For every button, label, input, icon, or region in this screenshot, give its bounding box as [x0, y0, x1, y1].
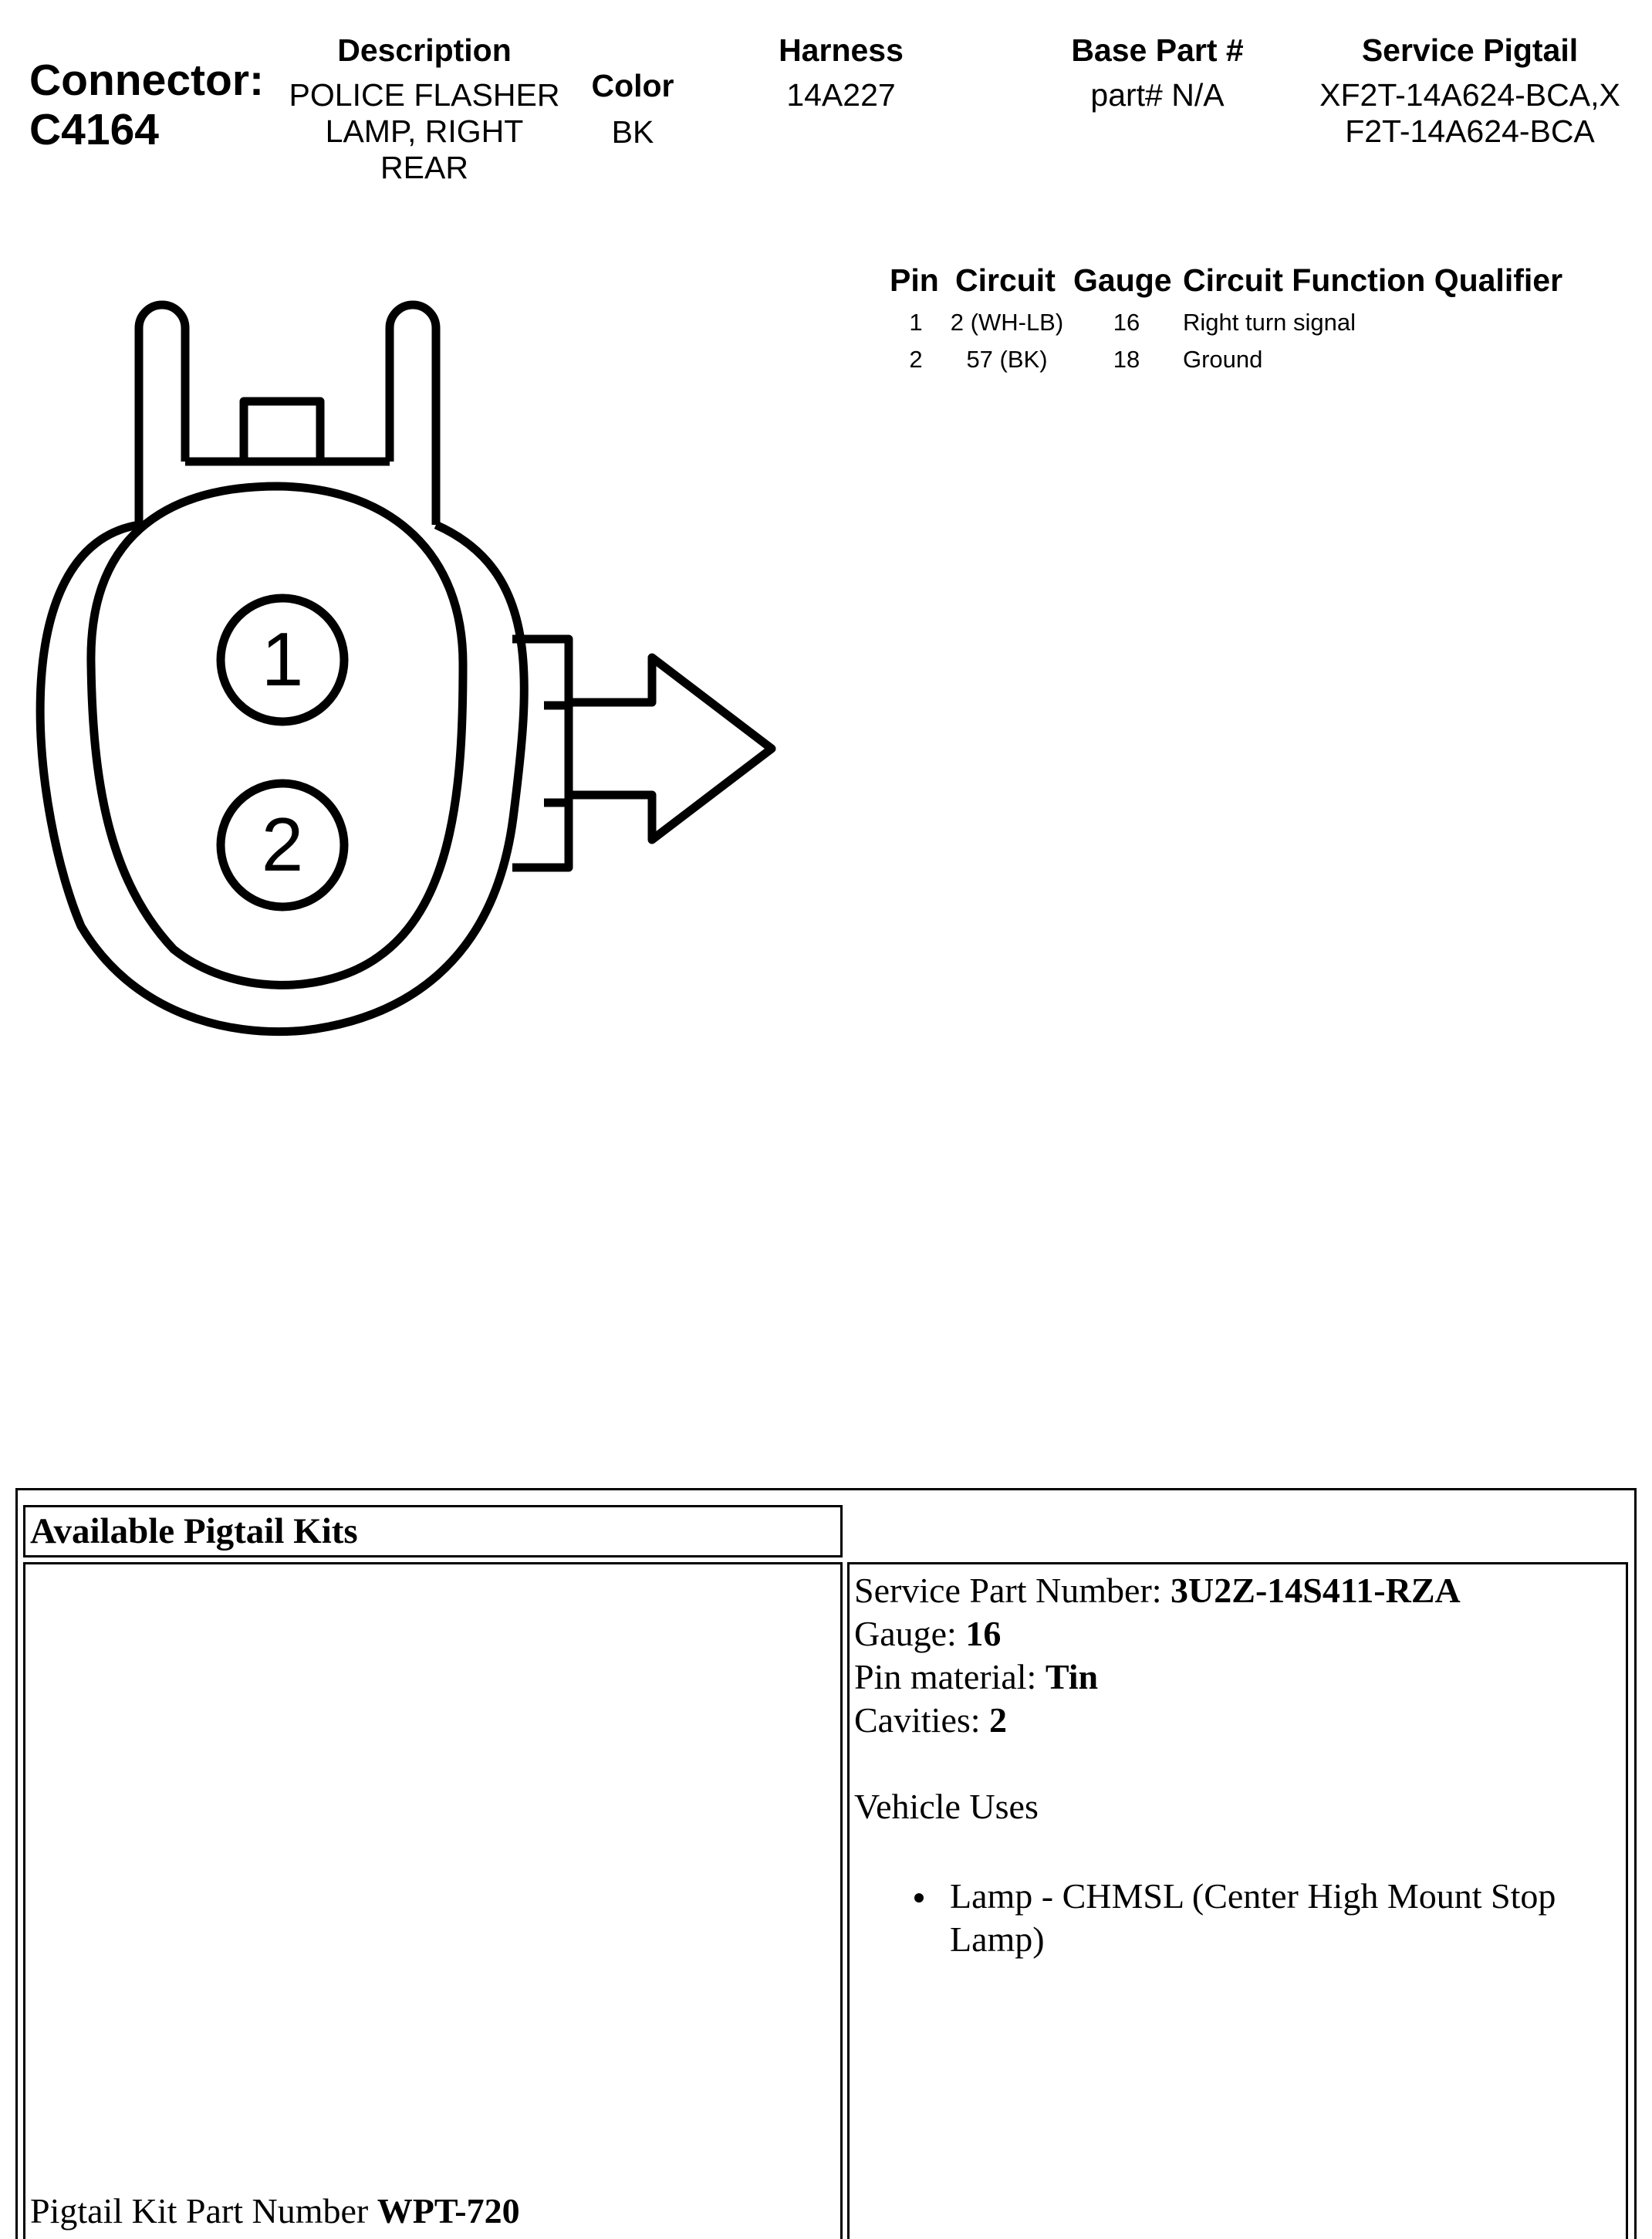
harness-value: 14A227: [786, 77, 896, 113]
vehicle-uses-list: [854, 1875, 1618, 1961]
service-part-value: 3U2Z-14S411-RZA: [1171, 1571, 1461, 1610]
connector-diagram: [31, 293, 787, 1050]
description-label: Description: [337, 32, 512, 68]
gauge-header: Gauge: [1073, 262, 1172, 298]
direction-arrow: [569, 658, 772, 840]
right-latch: [390, 305, 436, 525]
function-header: Circuit Function Qualifier: [1183, 262, 1563, 298]
side-tab-inner: [544, 705, 569, 803]
service-pigtail-label: Service Pigtail: [1361, 32, 1579, 68]
pin-material-label: Pin material:: [854, 1657, 1037, 1696]
pin-label-2: 2: [261, 802, 304, 887]
left-latch: [139, 305, 185, 525]
cavities-line: [854, 1699, 1618, 1742]
gauge-value: 16: [965, 1614, 1002, 1653]
pigtail-kit-number: [30, 2190, 520, 2233]
service-part-line: [854, 1569, 1618, 1612]
cavities-value: 2: [989, 1700, 1008, 1740]
kit-details: [854, 1569, 1618, 1961]
base-part-label: Base Part #: [1071, 32, 1244, 68]
description-value: POLICE FLASHER LAMP, RIGHT REAR: [289, 77, 560, 185]
row2-function: Ground: [1183, 346, 1263, 373]
row2-circuit: 57 (BK): [966, 346, 1048, 373]
color-value: BK: [611, 114, 654, 150]
row2-pin: 2: [909, 346, 923, 373]
harness-label: Harness: [779, 32, 904, 68]
connector-label: Connector:: [29, 56, 264, 105]
gauge-label: Gauge:: [854, 1614, 957, 1653]
row1-circuit: 2 (WH-LB): [950, 309, 1064, 336]
connector-id: C4164: [29, 105, 159, 154]
pin-material-line: [854, 1656, 1618, 1699]
kits-title: Available Pigtail Kits: [30, 1511, 358, 1551]
pin-material-value: Tin: [1045, 1657, 1099, 1696]
row1-pin: 1: [909, 309, 923, 336]
gauge-line: [854, 1612, 1618, 1656]
color-label: Color: [591, 68, 674, 103]
row1-function: Right turn signal: [1183, 309, 1356, 336]
kit-part-cell: [23, 1562, 843, 2239]
cavities-label: Cavities:: [854, 1700, 981, 1740]
service-part-label: Service Part Number:: [854, 1571, 1162, 1610]
kit-details-cell: [847, 1562, 1628, 2239]
row1-gauge: 16: [1113, 309, 1140, 336]
pigtail-kit-label: Pigtail Kit Part Number: [30, 2191, 369, 2231]
pigtail-kit-value: WPT-720: [377, 2191, 520, 2231]
vehicle-use-item: Lamp - CHMSL (Center High Mount Stop Lamp): [950, 1875, 1618, 1961]
pin-label-1: 1: [261, 617, 304, 702]
key-tab: [244, 401, 320, 462]
row2-gauge: 18: [1113, 346, 1140, 373]
service-pigtail-value: XF2T-14A624-BCA,XF2T-14A624-BCA: [1319, 77, 1620, 149]
base-part-value: part# N/A: [1090, 77, 1225, 113]
kits-title-cell: [23, 1505, 843, 1557]
pin-header: Pin: [890, 262, 939, 298]
circuit-header: Circuit: [955, 262, 1056, 298]
vehicle-uses-label: Vehicle Uses: [854, 1787, 1039, 1826]
